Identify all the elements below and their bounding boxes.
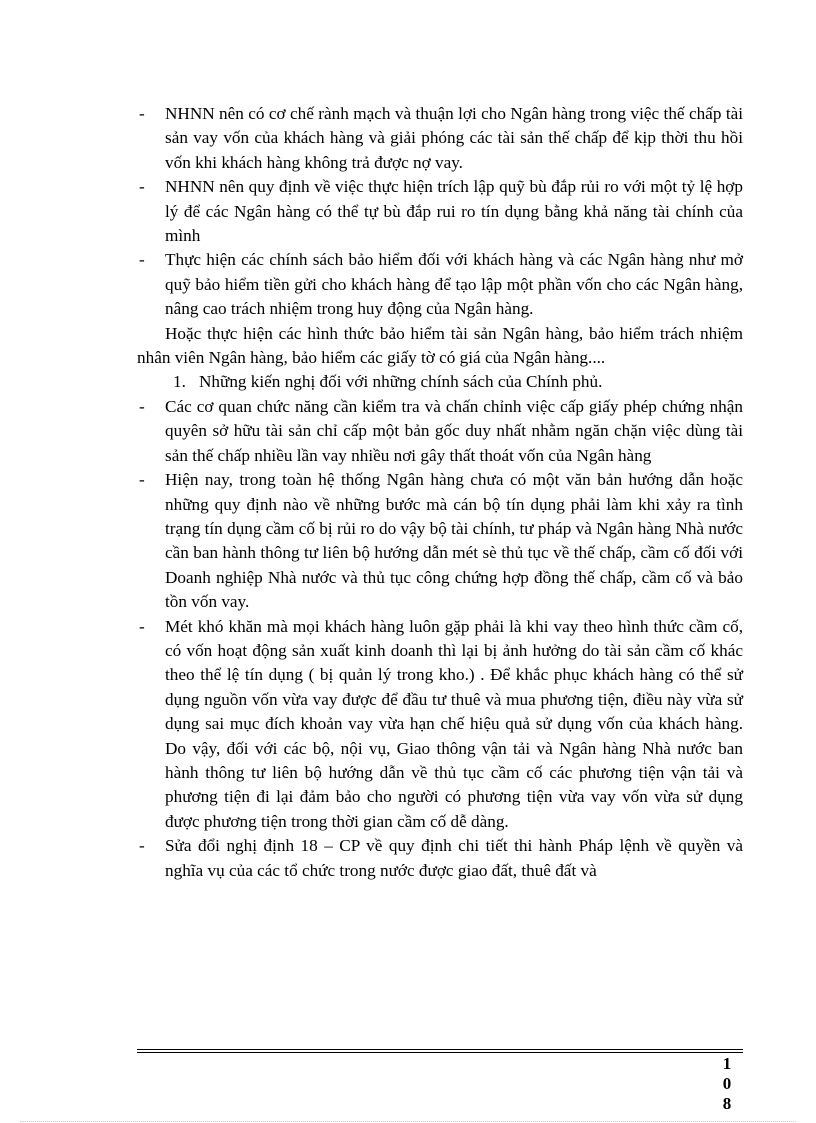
bullet-marker: - — [139, 250, 145, 270]
bullet-marker: - — [139, 396, 145, 416]
bullet-marker: - — [139, 836, 145, 856]
page-number-digit: 1 — [722, 1054, 732, 1073]
footer-divider — [137, 1049, 743, 1050]
page-number — [716, 1054, 738, 1114]
bullet-item — [137, 834, 743, 883]
bullet-marker: - — [139, 177, 145, 197]
bullet-marker: - — [139, 616, 145, 636]
page-bottom-edge — [20, 1121, 796, 1122]
bullet-text: Hiện nay, trong toàn hệ thống Ngân hàng chưa có một văn bản hướng dẫn hoặc những quy định nào về những bước mà cán bộ tín dụng phải làm khi xảy ra tình trạng tín dụng cầm cố bị rủi ro do vậy bộ tài chính, tư pháp và Ngân hàng Nhà nước cần ban hành thông tư liên bộ hướng dẫn mét sè thủ tục về thế chấp, cầm cố đối với Doanh nghiệp Nhà nước và thủ tục công chứng hợp đồng thế chấp, cầm cố và bảo tồn vốn vay. — [165, 470, 743, 612]
page-number-digit: 0 — [722, 1074, 732, 1093]
heading-text: Những kiến nghị đối với những chính sách của Chính phủ. — [199, 372, 603, 392]
numbered-heading — [137, 370, 743, 394]
bullet-text: NHNN nên quy định về việc thực hiện trích lập quỹ bù đắp rủi ro với một tỷ lệ hợp lý để các Ngân hàng có thể tự bù đắp rui ro tín dụng bằng khả năng tài chính của mình — [165, 177, 743, 246]
document-body — [137, 102, 743, 883]
bullet-text: Các cơ quan chức năng cần kiểm tra và chấn chỉnh việc cấp giấy phép chứng nhận quyên sở hữu tài sản chỉ cấp một bản gốc duy nhất nhằm ngăn chặn việc dùng tài sản thế chấp nhiều lần vay nhiều nơi gây thất thoát vốn của Ngân hàng — [165, 396, 743, 465]
heading-number: 1. — [173, 372, 186, 392]
bullet-marker: - — [139, 470, 145, 490]
bullet-text: Sửa đổi nghị định 18 – CP về quy định chi tiết thi hành Pháp lệnh về quyền và nghĩa vụ của các tổ chức trong nước được giao đất, thuê đất và — [165, 836, 743, 880]
paragraph-text: Hoặc thực hiện các hình thức bảo hiểm tài sản Ngân hàng, bảo hiểm trách nhiệm nhân viên Ngân hàng, bảo hiểm các giấy tờ có giá của Ngân hàng.... — [137, 323, 743, 368]
bullet-item — [137, 102, 743, 175]
bullet-text: Mét khó khăn mà mọi khách hàng luôn gặp phải là khi vay theo hình thức cầm cố, có vốn hoạt động sản xuất kinh doanh thì lại bị ảnh hưởng do tài sản cầm cố khác theo thể lệ tín dụng ( bị quản lý trong kho.) . Để khắc phục khách hàng có thể sử dụng nguồn vốn vừa vay được để đầu tư thuê và mua phương tiện, điều này vừa sử dụng sai mục đích khoản vay vừa hạn chế hiệu quả sử dụng vốn của khách hàng. Do vậy, đối với các bộ, nội vụ, Giao thông vận tải và Ngân hàng Nhà nước ban hành thông tư liên bộ hướng dẫn về thủ tục cầm cố các phương tiện vận tải và phương tiện đi lại đảm bảo cho người có phương tiện vừa vay vốn vừa sử dụng được phương tiện trong thời gian cầm cố dễ dàng. — [165, 616, 743, 831]
paragraph — [137, 322, 743, 371]
bullet-item — [137, 468, 743, 614]
bullet-item — [137, 248, 743, 321]
bullet-marker: - — [139, 104, 145, 123]
bullet-text: NHNN nên có cơ chế rành mạch và thuận lợi cho Ngân hàng trong việc thế chấp tài sản vay vốn của khách hàng và giải phóng các tài sản thế chấp để kịp thời thu hồi vốn khi khách hàng không trả được nợ vay. — [165, 104, 743, 172]
bullet-item — [137, 175, 743, 248]
footer-divider — [137, 1052, 743, 1053]
bullet-item — [137, 395, 743, 468]
bullet-text: Thực hiện các chính sách bảo hiểm đối với khách hàng và các Ngân hàng như mở quỹ bảo hiểm tiền gửi cho khách hàng để tạo lập một phần vốn cho các Ngân hàng, nâng cao trách nhiệm trong huy động của Ngân hàng. — [165, 250, 743, 319]
page-number-digit: 8 — [722, 1094, 732, 1113]
bullet-item — [137, 615, 743, 835]
